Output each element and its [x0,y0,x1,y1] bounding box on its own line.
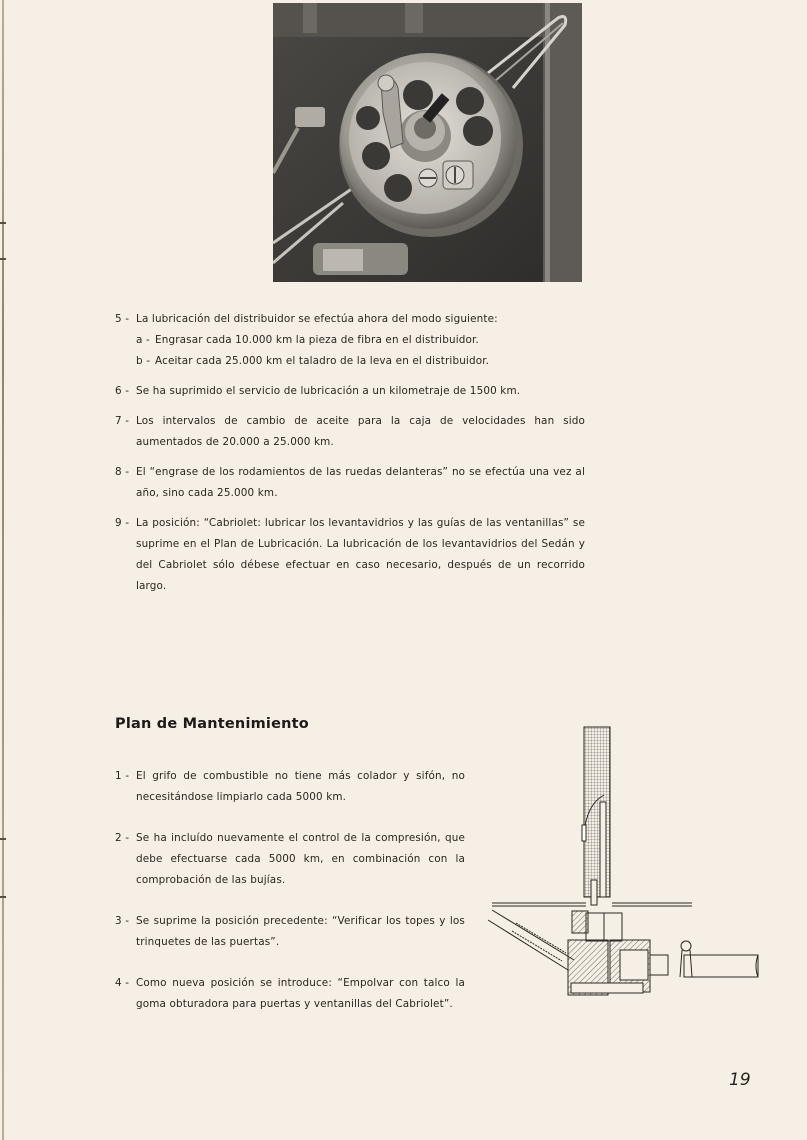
item-number: 2 - [115,832,130,844]
fuel-tap-cross-section-drawing [486,725,762,1003]
sub-item-letter: b - [136,355,151,367]
item-number: 9 - [115,517,130,529]
item-text: Los intervalos de cambio de aceite para la caja de velocidades han sido aumentados de 20.000 a 25.000 km. [136,415,585,448]
maintenance-item-1 [115,766,465,808]
item-number: 3 - [115,915,130,927]
item-number: 4 - [115,977,130,989]
list-item-9 [115,513,585,597]
sub-item-a [115,330,585,351]
maintenance-item-4 [115,973,465,1015]
binding-mark [0,258,6,260]
sub-item-text: Engrasar cada 10.000 km la pieza de fibra en el distribuidor. [155,334,479,346]
item-text: Se ha suprimido el servicio de lubricación a un kilometraje de 1500 km. [136,385,521,397]
item-text: Se suprime la posición precedente: “Verificar los topes y los trinquetes de las puertas”. [136,915,465,948]
sub-item-b [115,351,585,372]
item-text: Se ha incluído nuevamente el control de la compresión, que debe efectuarse cada 5000 km, en combinación con la comprobación de las bujías. [136,832,465,886]
item-text: La posición: “Cabriolet: lubricar los levantavidrios y las guías de las ventanillas” se suprime en el Plan de Lubricación. La lubricación de los levantavidrios del Sedán y del Cabriolet sólo débese efectuar en caso necesario, después de un recorrido largo. [136,517,585,592]
sub-item-text: Aceitar cada 25.000 km el taladro de la leva en el distribuidor. [155,355,490,367]
list-item-6 [115,381,585,402]
list-item-5 [115,309,585,330]
lubrication-changes-list [115,309,585,597]
item-number: 5 - [115,313,130,325]
item-text: El “engrase de los rodamientos de las ruedas delanteras” no se efectúa una vez al año, sino cada 25.000 km. [136,466,585,499]
list-item-8 [115,462,585,504]
item-number: 8 - [115,466,130,478]
item-text: Como nueva posición se introduce: “Empolvar con talco la goma obturadora para puertas y ventanillas del Cabriolet”. [136,977,465,1010]
binding-mark [0,896,6,898]
page-number: 19 [729,1070,751,1090]
page-binding-edge [2,0,4,1140]
item-number: 7 - [115,415,130,427]
item-text: La lubricación del distribuidor se efectúa ahora del modo siguiente: [136,313,498,325]
item-text: El grifo de combustible no tiene más colador y sifón, no necesitándose limpiarlo cada 5000 km. [136,770,465,803]
item-number: 1 - [115,770,130,782]
maintenance-item-3 [115,911,465,953]
list-item-7 [115,411,585,453]
sub-item-letter: a - [136,334,150,346]
maintenance-item-2 [115,828,465,891]
binding-mark [0,838,6,840]
binding-mark [0,222,6,224]
item-number: 6 - [115,385,130,397]
maintenance-list [115,766,465,1015]
section-heading: Plan de Mantenimiento [115,716,309,732]
distributor-photo [273,3,582,282]
